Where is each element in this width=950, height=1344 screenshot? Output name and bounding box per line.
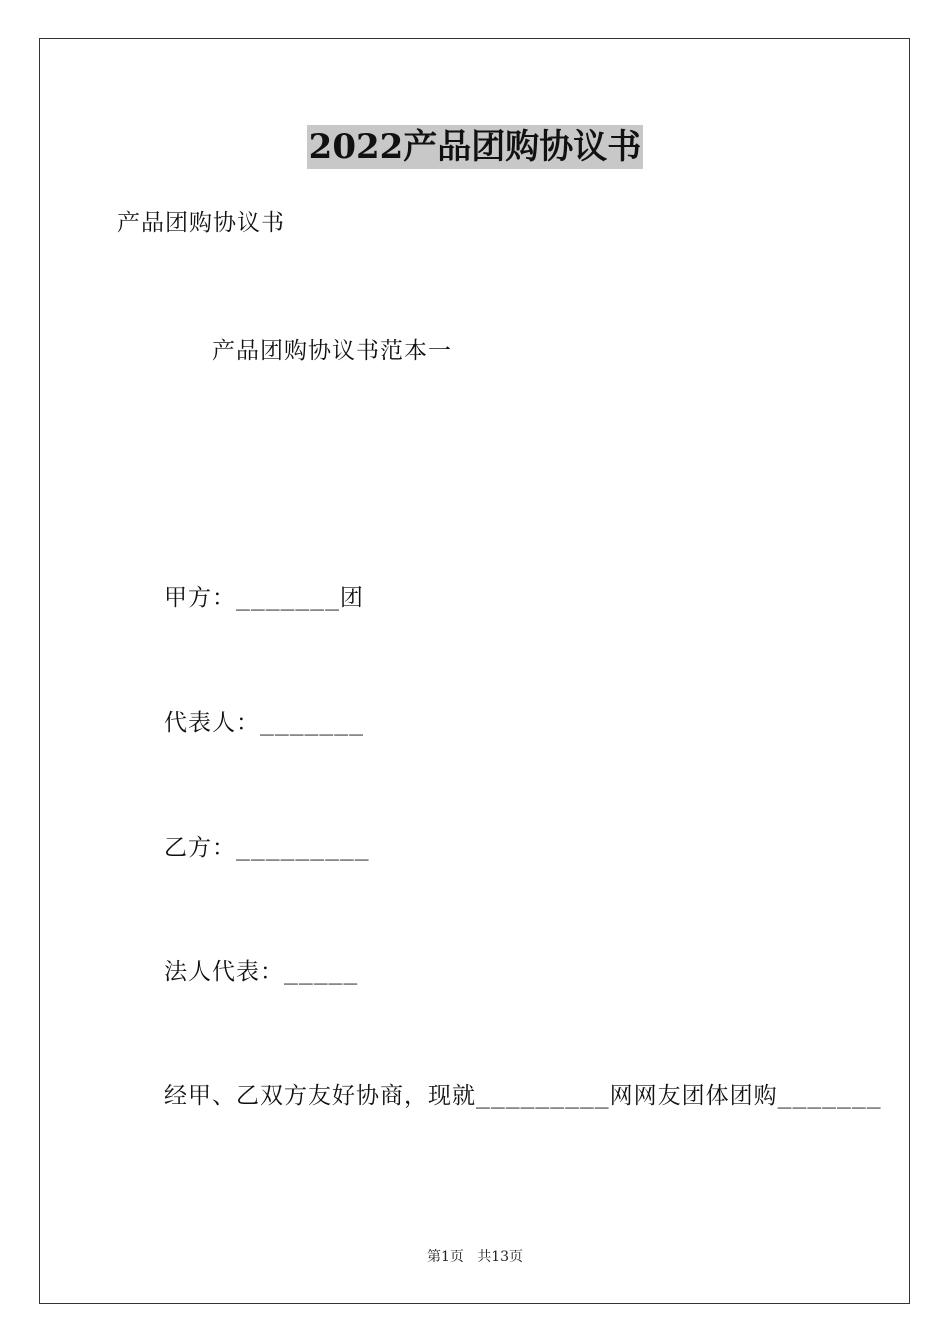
agreement-body-text: 经甲、乙双方友好协商，现就_________网网友团体团购_______: [164, 1083, 882, 1109]
subheading: 产品团购协议书: [117, 210, 285, 236]
representative-field: 代表人：_______: [164, 710, 364, 736]
page-number-footer: 第1页 共13页: [426, 1249, 524, 1265]
party-b-field: 乙方：_________: [164, 835, 370, 861]
sample-title: 产品团购协议书范本一: [212, 338, 452, 364]
party-a-field: 甲方：_______团: [164, 585, 364, 611]
legal-rep-field: 法人代表：_____: [164, 959, 359, 985]
title-container: [0, 125, 950, 169]
document-title: 2022产品团购协议书: [308, 127, 642, 167]
